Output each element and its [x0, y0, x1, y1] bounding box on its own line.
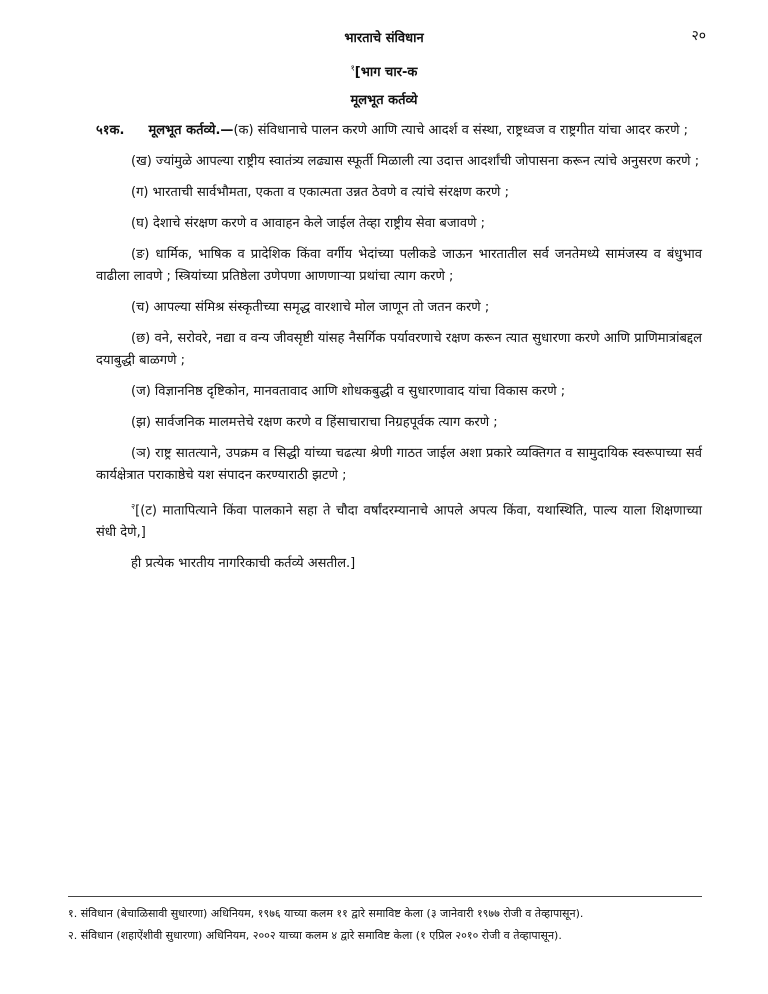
clause-gha: (घ) देशाचे संरक्षण करणे व आवाहन केले जाईल तेव्हा राष्ट्रीय सेवा बजावणे ;: [131, 216, 485, 231]
running-header-title: भारताचे संविधान: [344, 31, 424, 46]
clause-ga: (ग) भारताची सार्वभौमता, एकता व एकात्मता उन्नत ठेवणे व त्यांचे संरक्षण करणे ;: [131, 185, 509, 200]
footnote-divider: [68, 896, 702, 897]
footnote-2: २. संविधान (शहाऐंशीवी सुधारणा) अधिनियम, २००२ याच्या कलम ४ द्वारे समाविष्ट केला (१ एप्रिल २०१० रोजी व तेव्हापासून).: [68, 929, 562, 942]
article-heading: मूलभूत कर्तव्ये.—: [148, 123, 234, 138]
footnote-1: १. संविधान (बेचाळिसावी सुधारणा) अधिनियम, १९७६ याच्या कलम ११ द्वारे समाविष्ट केला (३ जानेवारी १९७७ रोजी व तेव्हापासून).: [68, 907, 584, 920]
clause-ta: [96, 496, 702, 544]
article-51a: [96, 120, 702, 142]
page-number: २०: [691, 28, 706, 44]
clause-kha: (ख) ज्यांमुळे आपल्या राष्ट्रीय स्वातंत्र्य लढ्यास स्फूर्ती मिळाली त्या उदात्त आदर्शांची जोपासना करून त्यांचे अनुसरण करणे ;: [131, 154, 700, 169]
article-number: ५१क.: [96, 123, 125, 138]
footnote-marker: १: [350, 63, 355, 73]
clause-cha: (च) आपल्या संमिश्र संस्कृतीच्या समृद्ध वारशाचे मोल जाणून तो जतन करणे ;: [131, 300, 490, 315]
clause-ka: (क) संविधानाचे पालन करणे आणि त्याचे आदर्श व संस्था, राष्ट्रध्वज व राष्ट्रगीत यांचा आदर करणे ;: [233, 123, 688, 138]
part-title: [0, 62, 768, 80]
footnotes: [68, 903, 702, 947]
closing-statement: ही प्रत्येक भारतीय नागरिकाची कर्तव्ये असतील.]: [131, 556, 356, 572]
clause-ja: (ज) विज्ञाननिष्ठ दृष्टिकोन, मानवतावाद आणि शोधकबुद्धी व सुधारणावाद यांचा विकास करणे ;: [131, 384, 566, 399]
footnote-marker: २: [131, 502, 136, 511]
clause-chha: (छ) वने, सरोवरे, नद्या व वन्य जीवसृष्टी यांसह नैसर्गिक पर्यावरणाचे रक्षण करून त्यात सुधारणा करणे आणि प्राणिमात्रांबद्दल दयाबुद्धी बाळगणे ;: [96, 331, 702, 368]
clause-jha: (झ) सार्वजनिक मालमत्तेचे रक्षण करणे व हिंसाचाराचा निग्रहपूर्वक त्याग करणे ;: [131, 415, 498, 430]
clause-nga: (ङ) धार्मिक, भाषिक व प्रादेशिक किंवा वर्गीय भेदांच्या पलीकडे जाऊन भारतातील सर्व जनतेमध्ये सामंजस्य व बंधुभाव वाढीला लावणे ; स्त्रियांच्या प्रतिष्ठेला उणेपणा आणणाऱ्या प्रथांचा त्याग करणे ;: [96, 247, 702, 284]
article-body: [96, 120, 702, 575]
clause-nya: (ञ) राष्ट्र सातत्याने, उपक्रम व सिद्धी यांच्या चढत्या श्रेणी गाठत जाईल अशा प्रकारे व्यक्तिगत व सामुदायिक स्वरूपाच्या सर्व कार्यक्षेत्रात पराकाष्ठेचे यश संपादन करण्याराठी झटणे ;: [96, 446, 702, 483]
clause-ta-text: [(ट) मातापित्याने किंवा पालकाने सहा ते चौदा वर्षांदरम्यानाचे आपले अपत्य किंवा, यथास्थिति, पाल्य याला शिक्षणाच्या संधी देणे,]: [96, 503, 702, 541]
part-title-text: [भाग चार-क: [354, 65, 418, 80]
section-title: मूलभूत कर्तव्ये: [350, 93, 418, 108]
